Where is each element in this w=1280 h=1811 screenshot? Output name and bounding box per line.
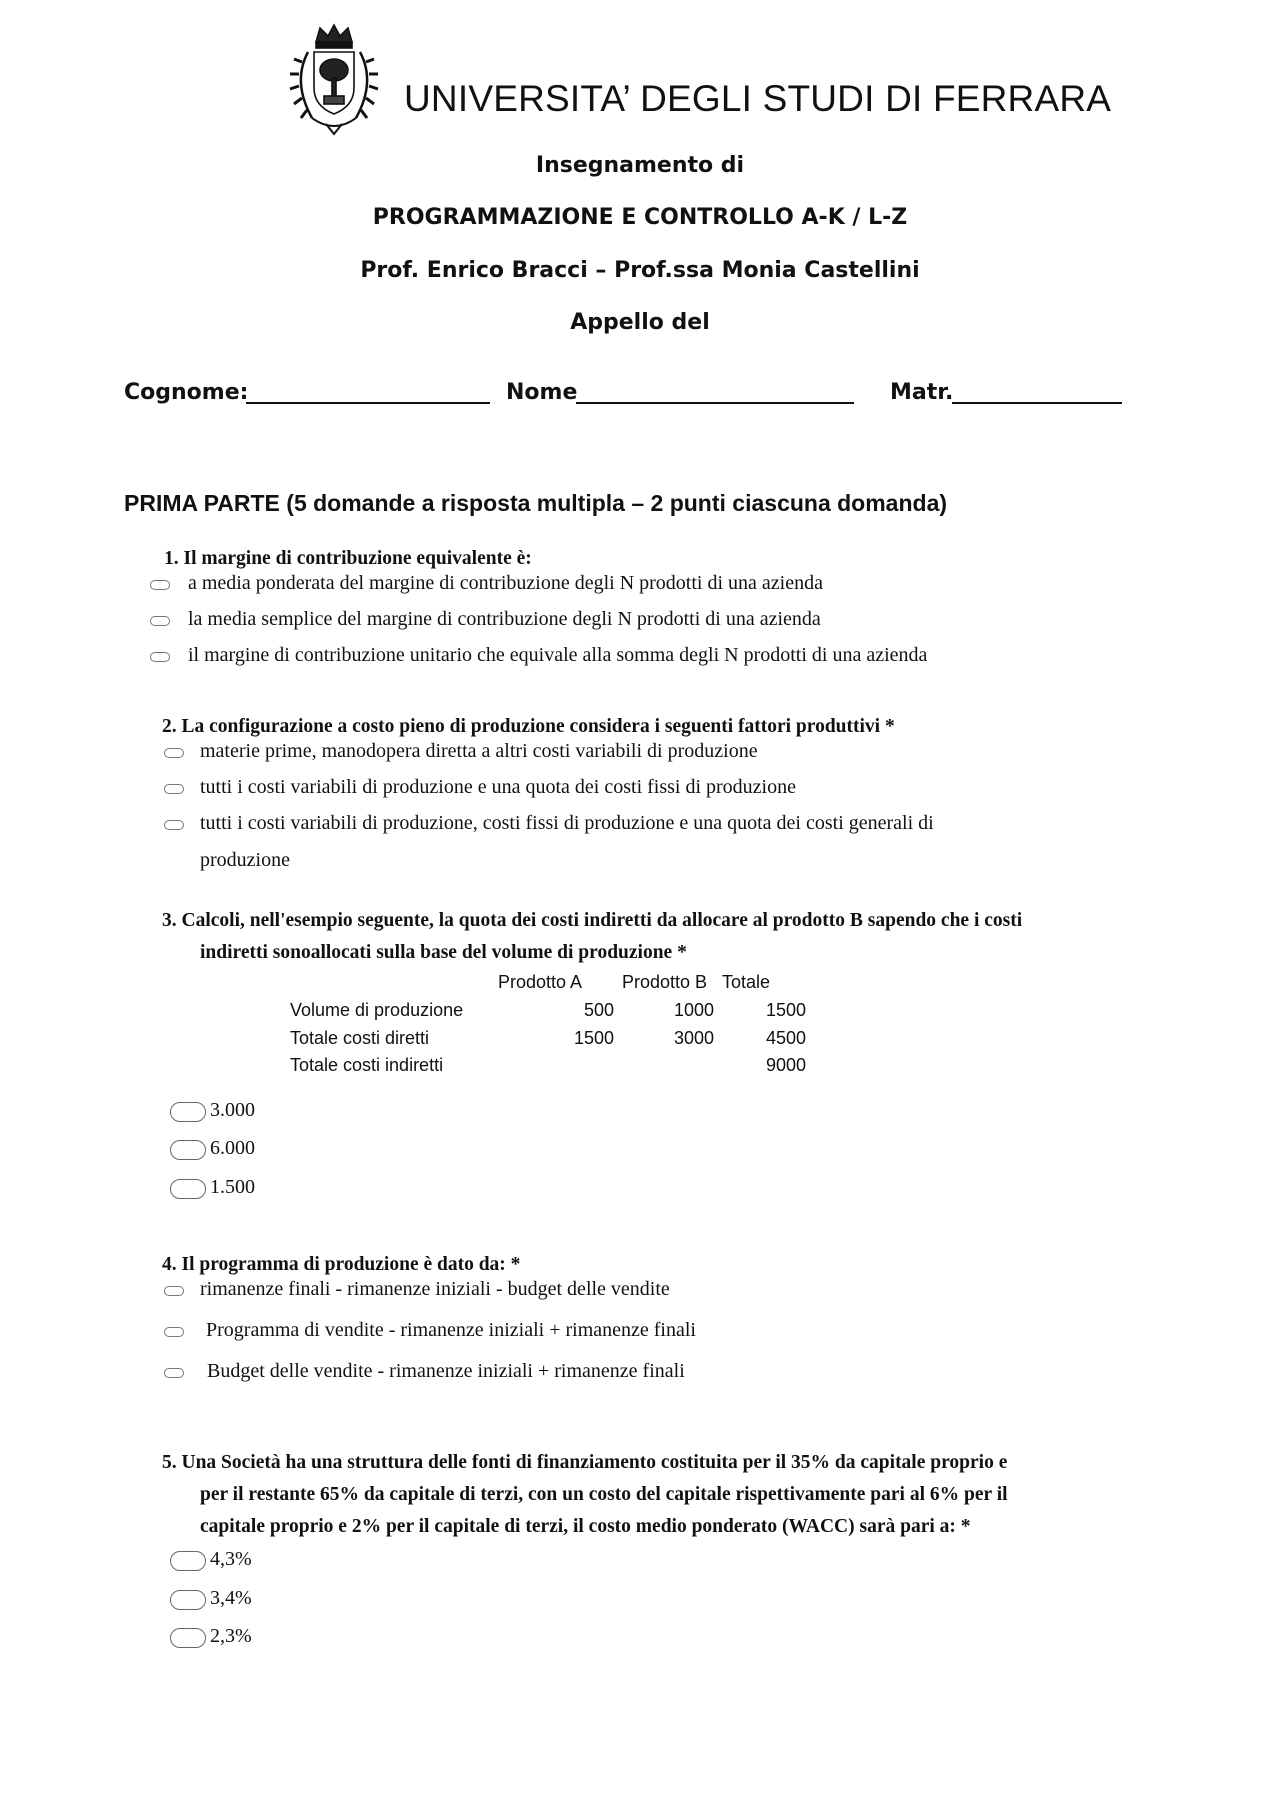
- q5-option-1: 4,3%: [210, 1548, 252, 1570]
- table-header-b: Prodotto B: [622, 972, 708, 992]
- radio-q1-opt2[interactable]: [150, 616, 170, 626]
- q5-option-2: 3,4%: [210, 1587, 252, 1609]
- radio-q2-opt1[interactable]: [164, 748, 184, 758]
- course-name: PROGRAMMAZIONE E CONTROLLO A-K / L-Z: [372, 205, 908, 230]
- radio-q3-opt1[interactable]: [170, 1102, 206, 1122]
- name-label: Nome: [506, 380, 578, 405]
- section-title: PRIMA PARTE (5 domande a risposta multipla – 2 punti ciascuna domanda): [124, 490, 948, 516]
- q3-option-3: 1.500: [210, 1176, 255, 1198]
- q1-option-2: la media semplice del margine di contribuzione degli N prodotti di una azienda: [188, 608, 821, 630]
- table-cell: 3000: [673, 1028, 714, 1048]
- question-5-text-line1: 5. Una Società ha una struttura delle fonti di finanziamento costituita per il 35% da capitale proprio e: [162, 1452, 1008, 1473]
- table-cell: 500: [583, 1000, 614, 1020]
- radio-q2-opt3[interactable]: [164, 820, 184, 830]
- radio-q5-opt3[interactable]: [170, 1628, 206, 1648]
- q1-option-3: il margine di contribuzione unitario che equivale alla somma degli N prodotti di una azienda: [188, 644, 928, 666]
- surname-label: Cognome:: [124, 380, 249, 405]
- matr-label: Matr.: [890, 380, 954, 405]
- surname-field[interactable]: [246, 402, 490, 404]
- table-cell: 1000: [673, 1000, 714, 1020]
- course-intro: Insegnamento di: [535, 153, 745, 178]
- q4-option-1: rimanenze finali - rimanenze iniziali - budget delle vendite: [200, 1278, 670, 1300]
- table-cell: 1500: [573, 1028, 614, 1048]
- table-row-label: Totale costi diretti: [290, 1028, 430, 1048]
- radio-q4-opt1[interactable]: [164, 1286, 184, 1296]
- radio-q3-opt2[interactable]: [170, 1140, 206, 1160]
- q4-option-3: Budget delle vendite - rimanenze iniziali + rimanenze finali: [207, 1360, 685, 1382]
- question-3-text-line2: indiretti sonoallocati sulla base del volume di produzione *: [200, 942, 687, 963]
- q2-option-3-cont: produzione: [200, 849, 290, 871]
- q2-option-1: materie prime, manodopera diretta a altri costi variabili di produzione: [200, 740, 758, 762]
- radio-q1-opt1[interactable]: [150, 580, 170, 590]
- radio-q3-opt3[interactable]: [170, 1179, 206, 1199]
- table-cell: 9000: [765, 1055, 806, 1075]
- radio-q1-opt3[interactable]: [150, 652, 170, 662]
- cost-table: [288, 972, 828, 1082]
- question-2-text: 2. La configurazione a costo pieno di produzione considera i seguenti fattori produttivi *: [162, 716, 895, 737]
- radio-q4-opt2[interactable]: [164, 1327, 184, 1337]
- question-3-text-line1: 3. Calcoli, nell'esempio seguente, la quota dei costi indiretti da allocare al prodotto B sapendo che i costi: [162, 910, 1023, 931]
- question-5-text-line3: capitale proprio e 2% per il capitale di terzi, il costo medio ponderato (WACC) sarà pari a: *: [200, 1516, 971, 1537]
- q1-option-1: a media ponderata del margine di contribuzione degli N prodotti di una azienda: [188, 572, 823, 594]
- table-cell: 1500: [765, 1000, 806, 1020]
- table-row-label: Volume di produzione: [290, 1000, 464, 1020]
- question-4-text: 4. Il programma di produzione è dato da: *: [162, 1254, 521, 1275]
- question-1-text: 1. Il margine di contribuzione equivalente è:: [164, 548, 532, 569]
- q3-option-1: 3.000: [210, 1099, 255, 1121]
- matr-field[interactable]: [952, 402, 1122, 404]
- q3-option-2: 6.000: [210, 1137, 255, 1159]
- q4-option-2: Programma di vendite - rimanenze iniziali + rimanenze finali: [206, 1319, 696, 1341]
- professors: Prof. Enrico Bracci – Prof.ssa Monia Castellini: [360, 258, 920, 283]
- exam-session: Appello del: [570, 310, 710, 335]
- radio-q4-opt3[interactable]: [164, 1368, 184, 1378]
- question-5-text-line2: per il restante 65% da capitale di terzi, con un costo del capitale rispettivamente pari al 6% per il: [200, 1484, 1008, 1505]
- university-title: UNIVERSITA’ DEGLI STUDI DI FERRARA: [404, 78, 1112, 119]
- table-cell: 4500: [765, 1028, 806, 1048]
- table-row-label: Totale costi indiretti: [290, 1055, 444, 1075]
- table-header-a: Prodotto A: [498, 972, 583, 992]
- q5-option-3: 2,3%: [210, 1625, 252, 1647]
- q2-option-2: tutti i costi variabili di produzione e una quota dei costi fissi di produzione: [200, 776, 796, 798]
- radio-q5-opt2[interactable]: [170, 1590, 206, 1610]
- table-header-tot: Totale: [722, 972, 771, 992]
- name-field[interactable]: [576, 402, 854, 404]
- radio-q2-opt2[interactable]: [164, 784, 184, 794]
- q2-option-3: tutti i costi variabili di produzione, costi fissi di produzione e una quota dei costi generali di: [200, 812, 934, 834]
- university-crest-logo: [286, 22, 382, 138]
- radio-q5-opt1[interactable]: [170, 1551, 206, 1571]
